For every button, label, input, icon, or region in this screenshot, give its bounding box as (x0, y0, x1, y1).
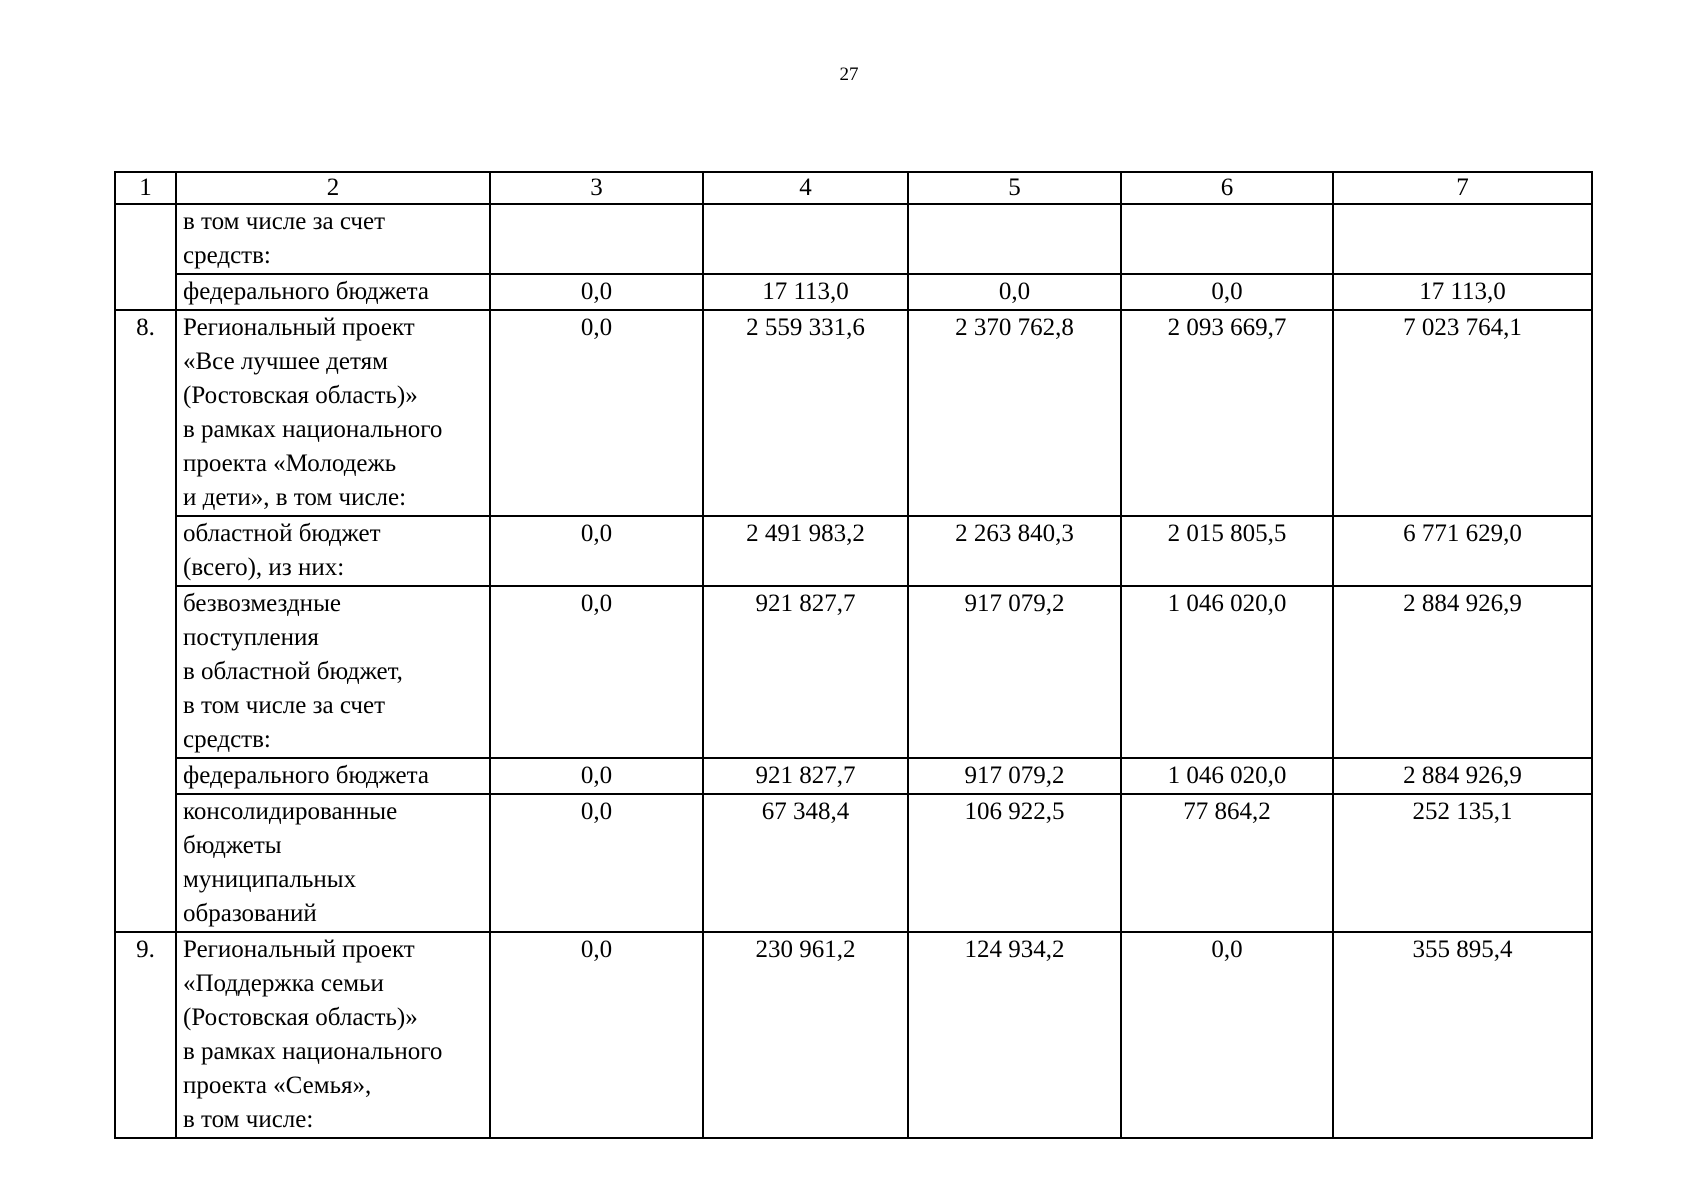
value-cell: 2 491 983,2 (703, 516, 908, 586)
value-cell: 2 370 762,8 (908, 310, 1121, 516)
value-cell: 0,0 (1121, 932, 1333, 1138)
value-cell: 77 864,2 (1121, 794, 1333, 932)
value-cell: 355 895,4 (1333, 932, 1592, 1138)
value-cell: 2 884 926,9 (1333, 586, 1592, 758)
value-cell: 0,0 (908, 274, 1121, 310)
table-row (115, 932, 1592, 1138)
value-cell: 0,0 (490, 586, 703, 758)
value-cell: 917 079,2 (908, 758, 1121, 794)
value-cell: 106 922,5 (908, 794, 1121, 932)
value-cell: 230 961,2 (703, 932, 908, 1138)
value-cell (1333, 204, 1592, 274)
value-cell: 2 559 331,6 (703, 310, 908, 516)
value-cell: 2 015 805,5 (1121, 516, 1333, 586)
header-cell: 7 (1333, 172, 1592, 204)
header-cell: 3 (490, 172, 703, 204)
value-cell: 67 348,4 (703, 794, 908, 932)
value-cell: 1 046 020,0 (1121, 758, 1333, 794)
value-cell: 124 934,2 (908, 932, 1121, 1138)
header-cell: 4 (703, 172, 908, 204)
row-number (115, 794, 176, 932)
row-description: федерального бюджета (176, 758, 490, 794)
row-number: 8. (115, 310, 176, 516)
value-cell: 17 113,0 (703, 274, 908, 310)
row-description: в том числе за счет средств: (176, 204, 490, 274)
row-number: 9. (115, 932, 176, 1138)
value-cell: 0,0 (490, 310, 703, 516)
table-row (115, 204, 1592, 274)
row-description: областной бюджет (всего), из них: (176, 516, 490, 586)
table-row (115, 794, 1592, 932)
page-number: 27 (839, 64, 859, 85)
value-cell: 17 113,0 (1333, 274, 1592, 310)
table-row (115, 516, 1592, 586)
value-cell: 7 023 764,1 (1333, 310, 1592, 516)
value-cell: 1 046 020,0 (1121, 586, 1333, 758)
row-description: федерального бюджета (176, 274, 490, 310)
value-cell: 252 135,1 (1333, 794, 1592, 932)
value-cell: 2 884 926,9 (1333, 758, 1592, 794)
table-row (115, 586, 1592, 758)
budget-table (114, 171, 1593, 1139)
value-cell: 921 827,7 (703, 586, 908, 758)
row-description: безвозмездные поступления в областной бюджет, в том числе за счет средств: (176, 586, 490, 758)
header-cell: 5 (908, 172, 1121, 204)
value-cell (703, 204, 908, 274)
row-number (115, 516, 176, 586)
header-cell: 6 (1121, 172, 1333, 204)
row-number (115, 586, 176, 758)
value-cell: 0,0 (490, 932, 703, 1138)
table-row (115, 310, 1592, 516)
row-number (115, 758, 176, 794)
table-header-row (115, 172, 1592, 204)
row-number (115, 274, 176, 310)
value-cell: 0,0 (490, 794, 703, 932)
value-cell: 917 079,2 (908, 586, 1121, 758)
table-row (115, 274, 1592, 310)
value-cell: 0,0 (490, 516, 703, 586)
row-number (115, 204, 176, 274)
value-cell: 2 093 669,7 (1121, 310, 1333, 516)
value-cell: 2 263 840,3 (908, 516, 1121, 586)
value-cell: 0,0 (1121, 274, 1333, 310)
header-cell: 1 (115, 172, 176, 204)
value-cell: 6 771 629,0 (1333, 516, 1592, 586)
row-description: консолидированные бюджеты муниципальных образований (176, 794, 490, 932)
value-cell (490, 204, 703, 274)
row-description: Региональный проект «Все лучшее детям (Ростовская область)» в рамках национального проекта «Молодежь и дети», в том числе: (176, 310, 490, 516)
value-cell: 921 827,7 (703, 758, 908, 794)
table-row (115, 758, 1592, 794)
value-cell (1121, 204, 1333, 274)
row-description: Региональный проект «Поддержка семьи (Ростовская область)» в рамках национального проекта «Семья», в том числе: (176, 932, 490, 1138)
value-cell (908, 204, 1121, 274)
value-cell: 0,0 (490, 758, 703, 794)
value-cell: 0,0 (490, 274, 703, 310)
header-cell: 2 (176, 172, 490, 204)
